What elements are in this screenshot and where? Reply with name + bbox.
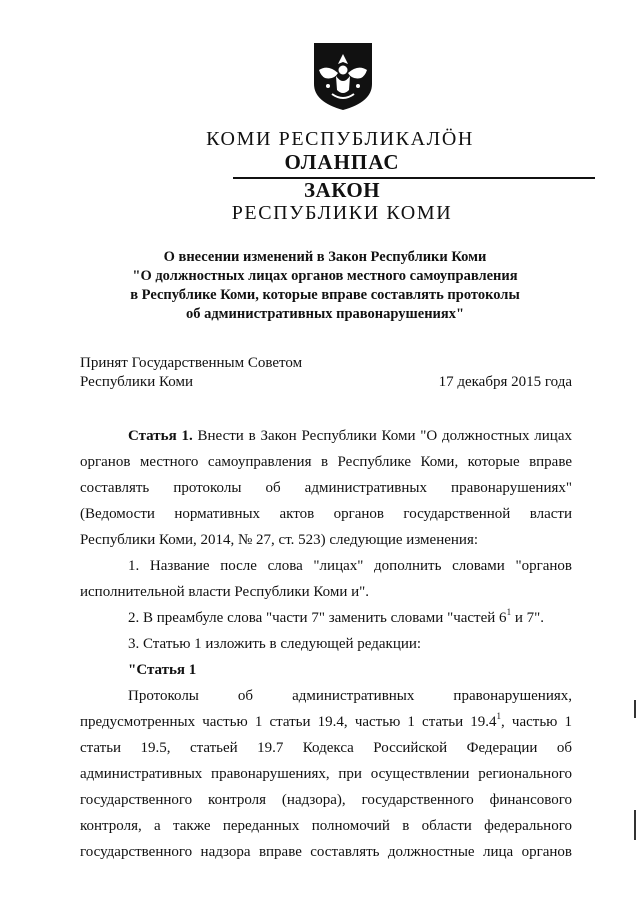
komi-republic-heading: КОМИ РЕСПУБЛИКАЛӦН [206, 128, 474, 150]
scan-edge-mark [634, 810, 636, 840]
new-article-heading: "Статья 1 [128, 662, 197, 678]
law-title-line: О внесении изменений в Закон Республики Коми [163, 249, 487, 265]
law-title-line: "О должностных лицах органов местного самоуправления [132, 268, 518, 284]
new-article-line: статьи 19.5, статьей 19.7 Кодекса Российской Федерации об [80, 740, 572, 756]
article1-line: (Ведомости нормативных актов органов государственной власти [80, 506, 572, 522]
article1-line: Статья 1. Внести в Закон Республики Коми "О должностных лицах [128, 428, 572, 444]
item1-line: 1. Название после слова "лицах" дополнить словами "органов [128, 558, 572, 574]
adoption-date: 17 декабря 2015 года [438, 374, 572, 390]
new-article-line: Протоколы об административных правонарушениях, [128, 688, 572, 704]
new-article-line: предусмотренных частью 1 статьи 19.4, частью 1 статьи 19.4$^1$, частью 1 [80, 711, 572, 730]
item2-line: 2. В преамбуле слова "части 7" заменить словами "частей $6^1$ и 7". [128, 607, 544, 626]
olanpas-heading: ОЛАНПАС [284, 150, 400, 174]
law-title-line: в Республике Коми, которые вправе составлять протоколы [130, 287, 520, 303]
adoption-block [80, 354, 572, 392]
new-article-line: административных правонарушениях, при осуществлении регионального [80, 766, 572, 782]
new-article-line: государственного контроля (надзора), государственного финансового [80, 792, 572, 808]
adoption-line: Республики Коми [80, 374, 193, 390]
law-title-line: об административных правонарушениях" [185, 306, 465, 322]
new-article-line: государственного надзора вправе составлять должностные лица органов [80, 844, 572, 860]
article1-line: Республики Коми, 2014, № 27, ст. 523) следующие изменения: [80, 532, 479, 548]
article1-line: составлять протоколы об административных правонарушениях" [80, 480, 572, 496]
article1-label: Статья 1. [128, 428, 193, 444]
article1-line: органов местного самоуправления в Республике Коми, которые вправе [80, 454, 572, 470]
adoption-line: Принят Государственным Советом [80, 355, 303, 371]
komi-coat-of-arms-emblem [310, 40, 376, 112]
item3-line: 3. Статью 1 изложить в следующей редакции: [128, 636, 422, 652]
law-body [80, 423, 572, 865]
new-article-line: контроля, а также переданных полномочий в области федерального [80, 818, 572, 834]
zakon-heading: ЗАКОН [303, 178, 381, 202]
respubliki-komi-heading: РЕСПУБЛИКИ КОМИ [231, 202, 453, 224]
law-title [95, 248, 555, 324]
item1-line: исполнительной власти Республики Коми и". [80, 584, 370, 600]
scan-edge-mark [634, 700, 636, 718]
